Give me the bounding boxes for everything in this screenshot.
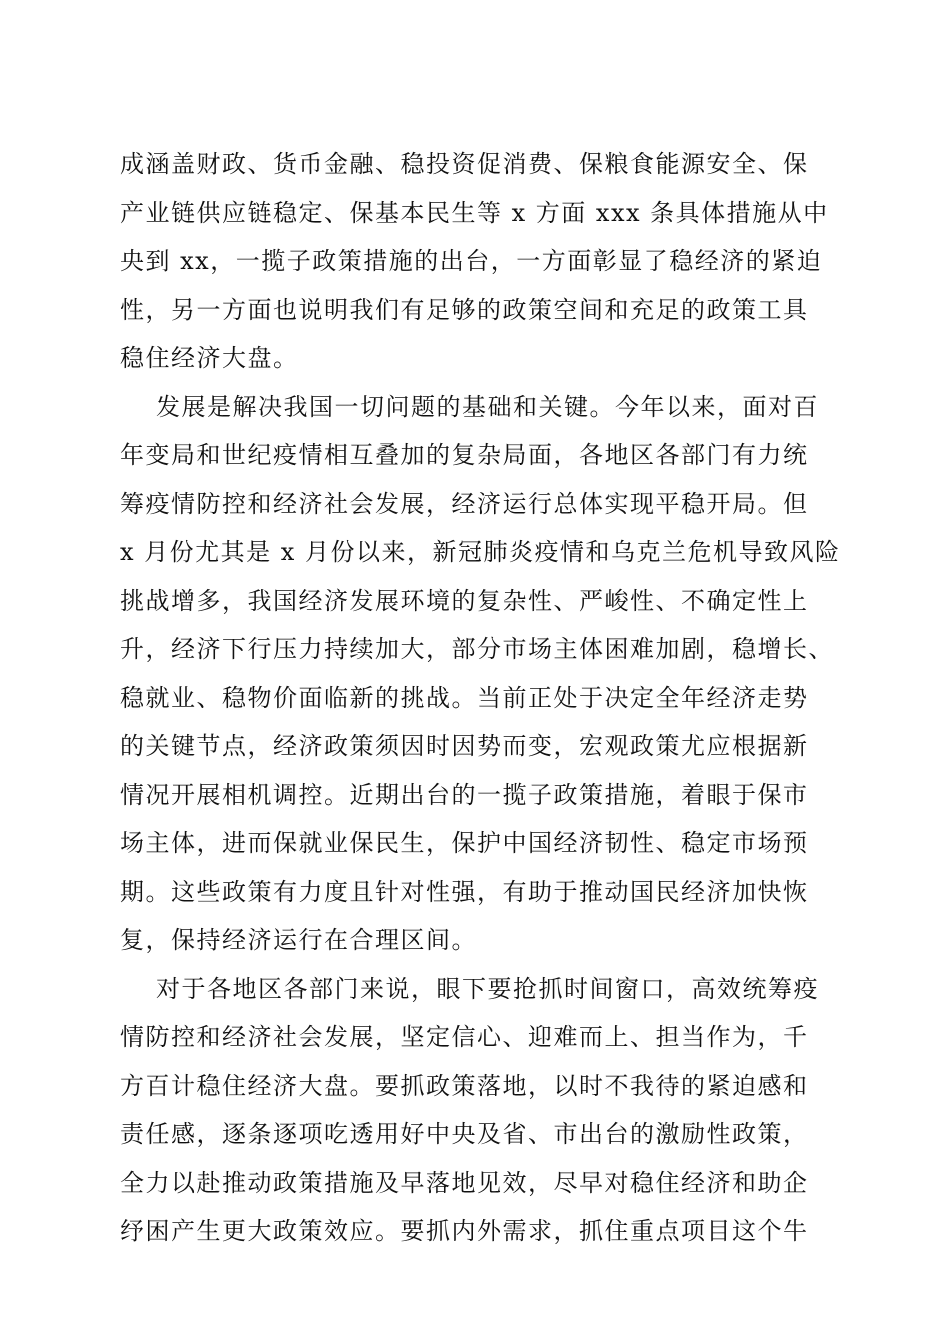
text-line: 年变局和世纪疫情相互叠加的复杂局面，各地区各部门有力统: [120, 441, 809, 469]
body-text: [120, 140, 841, 1256]
text-line: 稳住经济大盘。: [120, 344, 299, 372]
text-line: 央到 xx，一揽子政策措施的出台，一方面彰显了稳经济的紧迫: [120, 247, 823, 275]
text-line: 纾困产生更大政策效应。要抓内外需求，抓住重点项目这个牛: [120, 1217, 809, 1245]
text-line: 筹疫情防控和经济社会发展，经济运行总体实现平稳开局。但: [120, 489, 809, 518]
text-line: 的关键节点，经济政策须因时因势而变，宏观政策尤应根据新: [120, 732, 809, 760]
text-line: 挑战增多，我国经济发展环境的复杂性、严峻性、不确定性上: [120, 586, 809, 615]
text-line: 情防控和经济社会发展，坚定信心、迎难而上、担当作为，千: [120, 1023, 809, 1051]
text-line: 场主体，进而保就业保民生，保护中国经济韧性、稳定市场预: [120, 829, 809, 857]
paragraph-start-line: 对于各地区各部门来说，眼下要抢抓时间窗口，高效统筹疫: [156, 974, 819, 1003]
text-line: 方百计稳住经济大盘。要抓政策落地，以时不我待的紧迫感和: [120, 1071, 809, 1100]
text-line: 期。这些政策有力度且针对性强，有助于推动国民经济加快恢: [120, 877, 809, 906]
text-line: 升，经济下行压力持续加大，部分市场主体困难加剧，稳增长、: [120, 635, 834, 663]
text-line: 复，保持经济运行在合理区间。: [120, 926, 477, 954]
text-line: 全力以赴推动政策措施及早落地见效，尽早对稳住经济和助企: [120, 1168, 809, 1197]
text-line: 情况开展相机调控。近期出台的一揽子政策措施，着眼于保市: [120, 780, 809, 809]
text-line: 产业链供应链稳定、保基本民生等 x 方面 xxx 条具体措施从中: [120, 198, 829, 227]
text-line: 责任感，逐条逐项吃透用好中央及省、市出台的激励性政策，: [120, 1120, 809, 1148]
text-line: 成涵盖财政、货币金融、稳投资促消费、保粮食能源安全、保: [120, 150, 809, 178]
text-line: 性，另一方面也说明我们有足够的政策空间和充足的政策工具: [120, 295, 809, 324]
paragraph-start-line: 发展是解决我国一切问题的基础和关键。今年以来，面对百: [156, 392, 819, 421]
text-line: x 月份尤其是 x 月份以来，新冠肺炎疫情和乌克兰危机导致风险: [120, 538, 841, 566]
text-line: 稳就业、稳物价面临新的挑战。当前正处于决定全年经济走势: [120, 683, 809, 712]
